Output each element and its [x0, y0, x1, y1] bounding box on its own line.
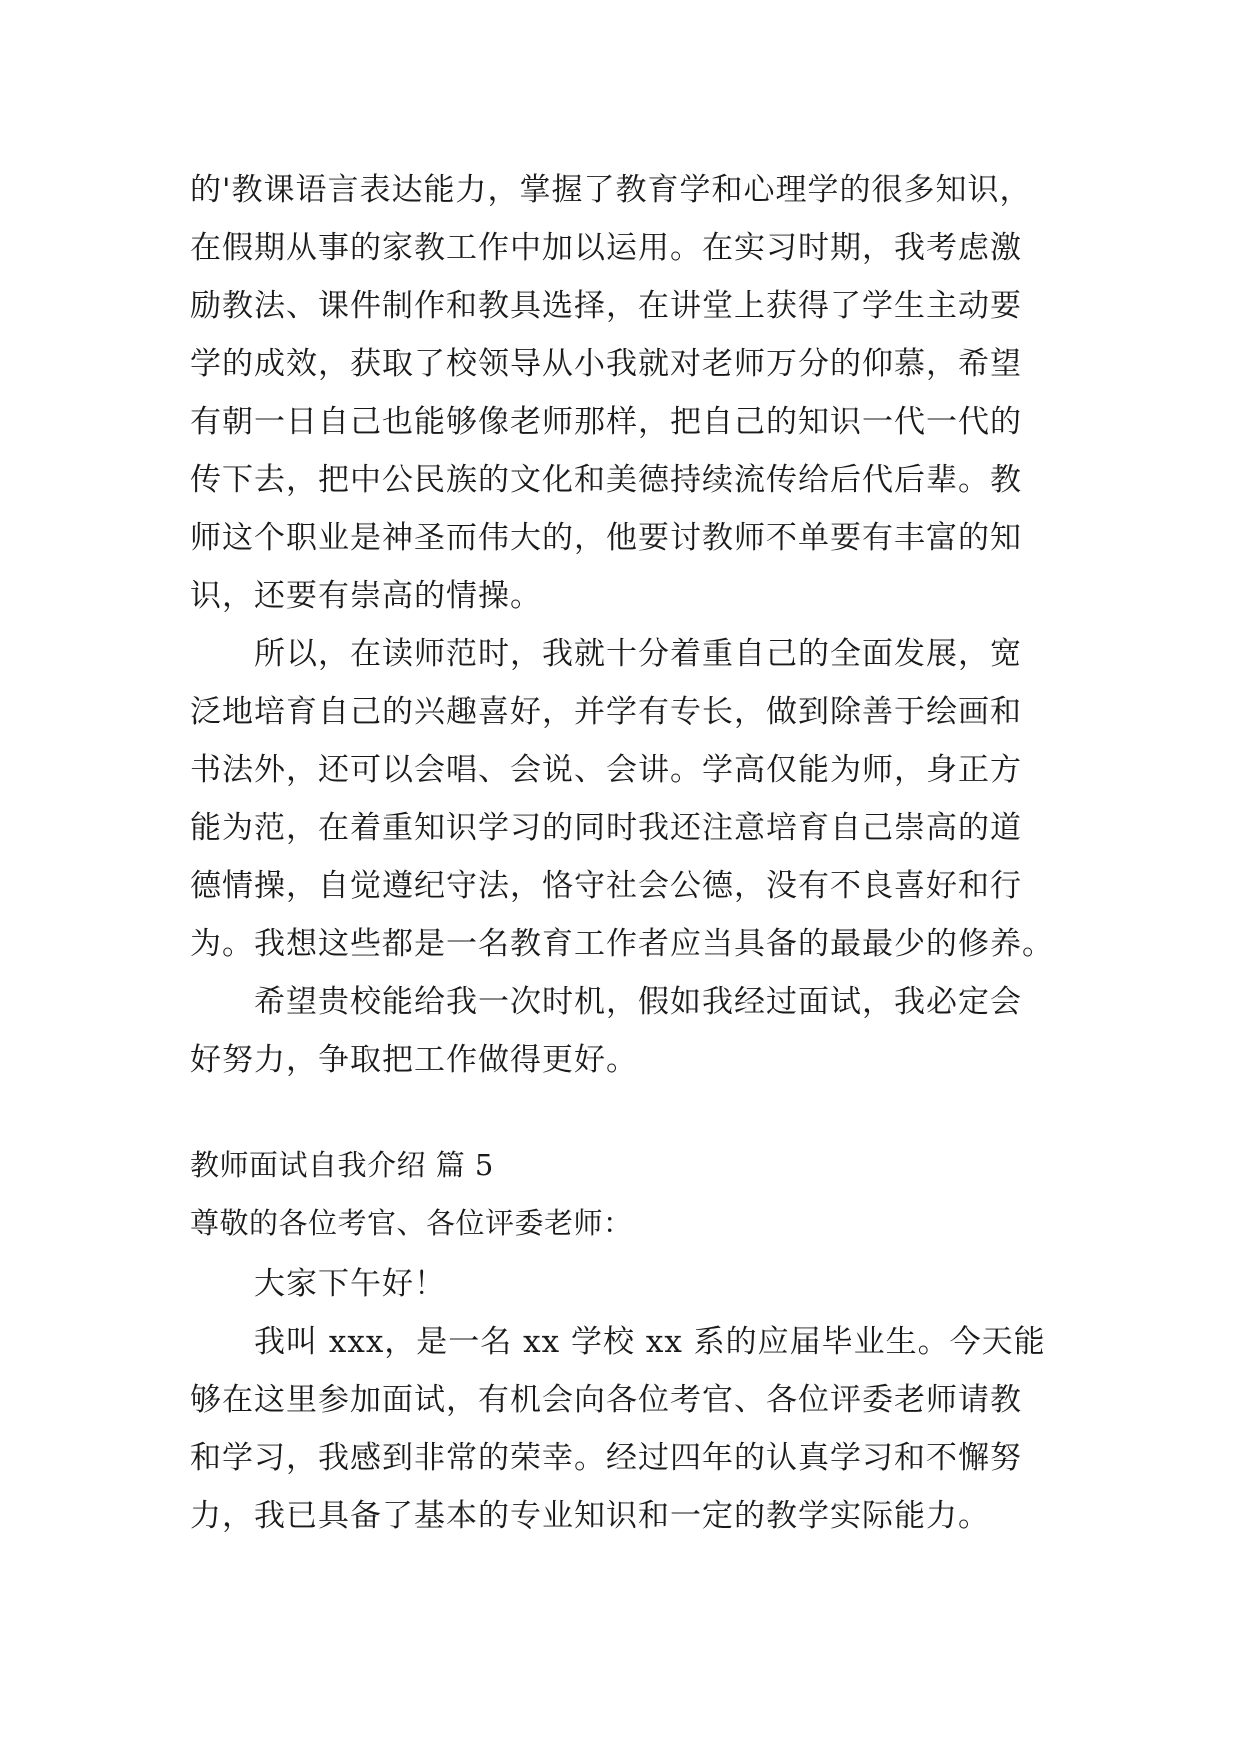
paragraph-line: 传下去，把中公民族的文化和美德持续流传给后代后辈。教	[190, 462, 1022, 498]
paragraph-line: 够在这里参加面试，有机会向各位考官、各位评委老师请教	[190, 1382, 1022, 1418]
paragraph-line: 好努力，争取把工作做得更好。	[190, 1042, 638, 1078]
section-title: 教师面试自我介绍 篇 5	[190, 1148, 494, 1182]
paragraph-first-line: 所以，在读师范时，我就十分着重自己的全面发展，宽	[254, 636, 1022, 672]
paragraph-line: 能为范，在着重知识学习的同时我还注意培育自己崇高的道	[190, 810, 1022, 846]
paragraph-line: 书法外，还可以会唱、会说、会讲。学高仅能为师，身正方	[190, 752, 1022, 788]
paragraph-line: 师这个职业是神圣而伟大的，他要讨教师不单要有丰富的知	[190, 520, 1022, 556]
paragraph-line: 和学习，我感到非常的荣幸。经过四年的认真学习和不懈努	[190, 1440, 1022, 1476]
paragraph-first-line: 我叫 xxx，是一名 xx 学校 xx 系的应届毕业生。今天能	[254, 1324, 1046, 1360]
paragraph-line: 有朝一日自己也能够像老师那样，把自己的知识一代一代的	[190, 404, 1022, 440]
paragraph-line: 在假期从事的家教工作中加以运用。在实习时期，我考虑激	[190, 230, 1022, 266]
paragraph-first-line: 希望贵校能给我一次时机，假如我经过面试，我必定会	[254, 984, 1022, 1020]
paragraph-line: 励教法、课件制作和教具选择，在讲堂上获得了学生主动要	[190, 288, 1022, 324]
paragraph-line: 为。我想这些都是一名教育工作者应当具备的最最少的修养。	[190, 926, 1054, 962]
paragraph-line: 泛地培育自己的兴趣喜好，并学有专长，做到除善于绘画和	[190, 694, 1022, 730]
paragraph-line: 德情操，自觉遵纪守法，恪守社会公德，没有不良喜好和行	[190, 868, 1022, 904]
paragraph-line: 力，我已具备了基本的专业知识和一定的教学实际能力。	[190, 1498, 990, 1534]
paragraph-line: 识，还要有崇高的情操。	[190, 578, 542, 614]
greeting: 大家下午好！	[254, 1266, 446, 1302]
paragraph-line: 的'教课语言表达能力，掌握了教育学和心理学的很多知识，	[190, 172, 1032, 208]
salutation: 尊敬的各位考官、各位评委老师：	[190, 1206, 633, 1240]
paragraph-line: 学的成效，获取了校领导从小我就对老师万分的仰慕，希望	[190, 346, 1022, 382]
